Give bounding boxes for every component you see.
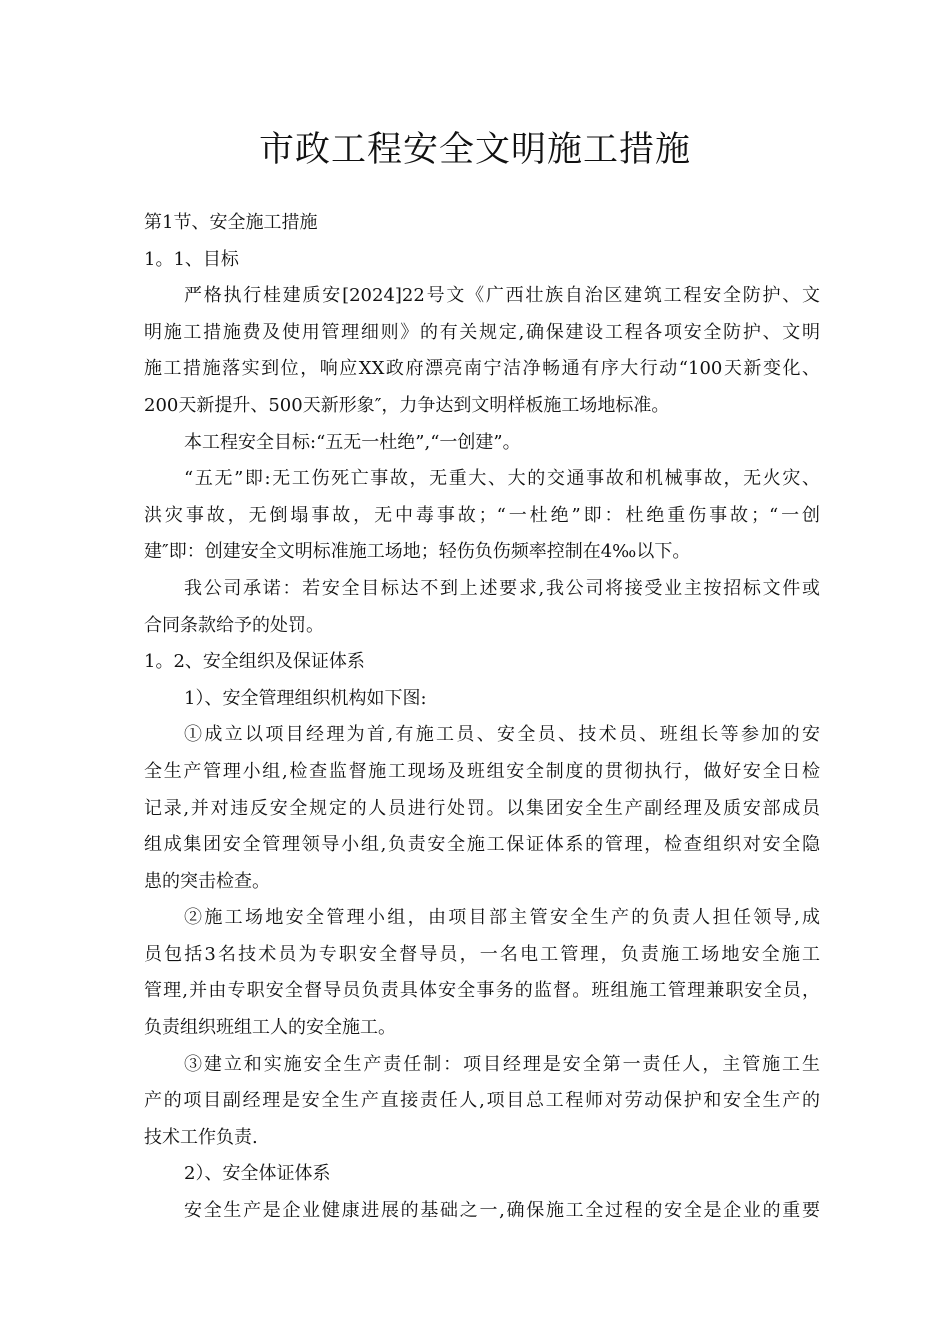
text-line: 员包括3名技术员为专职安全督导员，一名电工管理，负责施工场地安全施工	[144, 943, 820, 965]
text-line: 建″即：创建安全文明标准施工场地；轻伤负伤频率控制在4‰以下。	[144, 541, 691, 563]
text-line: 组成集团安全管理领导小组,负责安全施工保证体系的管理，检查组织对安全隐	[144, 834, 820, 856]
text-line: 1。1、目标	[144, 248, 239, 270]
text-line: 2）、安全体证体系	[184, 1163, 331, 1185]
text-line: 我公司承诺：若安全目标达不到上述要求,我公司将接受业主按招标文件或	[184, 577, 820, 599]
text-line: 记录,并对违反安全规定的人员进行处罚。以集团安全生产副经理及质安部成员	[144, 797, 820, 819]
text-line: 管理,并由专职安全督导员负责具体安全事务的监督。班组施工管理兼职安全员，	[144, 980, 820, 1002]
text-line: 安全生产是企业健康进展的基础之一,确保施工全过程的安全是企业的重要	[184, 1200, 820, 1222]
text-line: ③建立和实施安全生产责任制：项目经理是安全第一责任人，主管施工生	[184, 1053, 820, 1075]
text-line: 第1节、安全施工措施	[144, 212, 318, 233]
text-line: ②施工场地安全管理小组，由项目部主管安全生产的负责人担任领导,成	[184, 907, 820, 929]
text-line: 本工程安全目标:“五无一杜绝”,“一创建”。	[184, 431, 521, 453]
text-line: ①成立以项目经理为首,有施工员、安全员、技术员、班组长等参加的安	[184, 724, 820, 746]
text-line: 技术工作负责.	[144, 1126, 258, 1148]
text-line: 1）、安全管理组织机构如下图:	[184, 687, 427, 709]
text-line: 200天新提升、500天新形象″，力争达到文明样板施工场地标准。	[144, 394, 670, 416]
text-line: 产的项目副经理是安全生产直接责任人,项目总工程师对劳动保护和安全生产的	[144, 1090, 820, 1112]
text-line: “五无”即:无工伤死亡事故，无重大、大的交通事故和机械事故，无火灾、	[184, 468, 820, 490]
text-line: 施工措施落实到位，响应XX政府漂亮南宁洁净畅通有序大行动“100天新变化、	[144, 358, 820, 380]
document-body	[144, 205, 820, 1230]
document-title: 市政工程安全文明施工措施	[258, 130, 691, 170]
text-line: 明施工措施费及使用管理细则》的有关规定,确保建设工程各项安全防护、文明	[144, 321, 820, 343]
text-line: 合同条款给予的处罚。	[144, 614, 324, 636]
text-line: 1。2、安全组织及保证体系	[144, 651, 365, 673]
text-line: 洪灾事故，无倒塌事故，无中毒事故；“一杜绝”即：杜绝重伤事故；“一创	[144, 504, 820, 526]
text-line: 严格执行桂建质安[2024]22号文《广西壮族自治区建筑工程安全防护、文	[184, 285, 820, 307]
text-line: 负责组织班组工人的安全施工。	[144, 1017, 396, 1039]
text-line: 患的突击检查。	[144, 870, 270, 892]
text-line: 全生产管理小组,检查监督施工现场及班组安全制度的贯彻执行，做好安全日检	[144, 760, 820, 782]
